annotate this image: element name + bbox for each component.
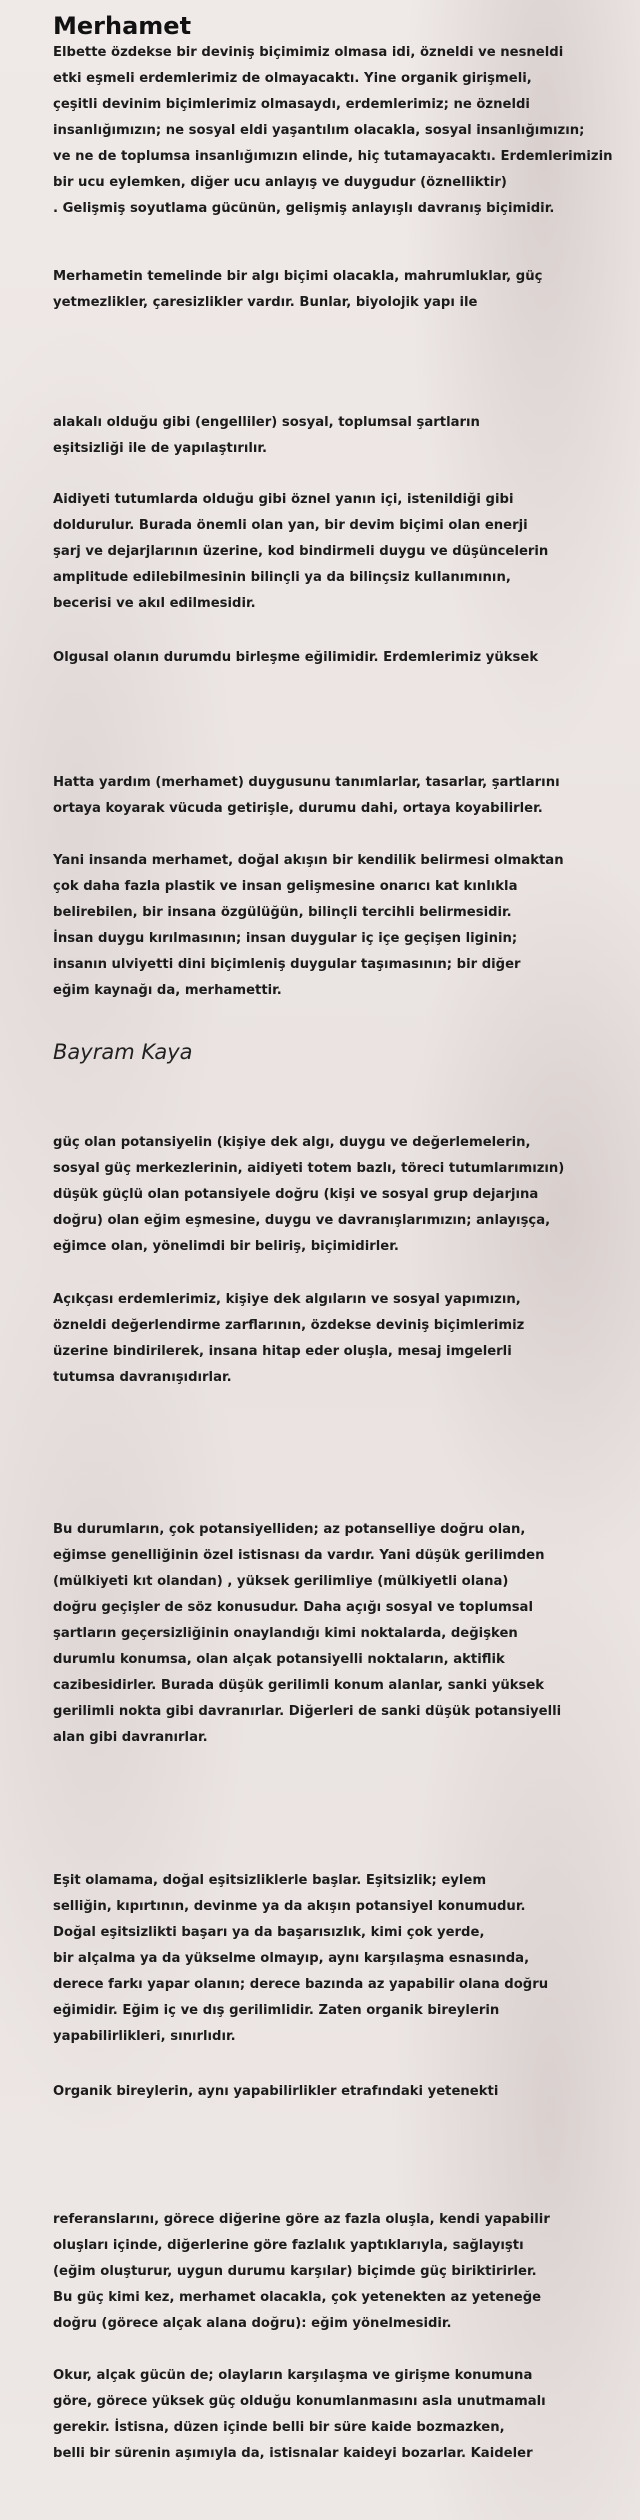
text-line: doldurulur. Burada önemli olan yan, bir devim biçimi olan enerji [53, 518, 528, 533]
text-line: doğru) olan eğim eşmesine, duygu ve davranışlarımızın; anlayışça, [53, 1213, 551, 1228]
text-line: güç olan potansiyelin (kişiye dek algı, duygu ve değerlemelerin, [53, 1135, 531, 1150]
article-title: Merhamet [53, 12, 192, 40]
text-line: oluşları içinde, diğerlerine göre fazlalık yaptıklarıyla, sağlayıştı [53, 2238, 524, 2253]
text-line: cazibesidirler. Burada düşük gerilimli konum alanlar, sanki yüksek [53, 1678, 545, 1693]
text-line: gerekir. İstisna, düzen içinde belli bir süre kaide bozmazken, [53, 2420, 505, 2435]
text-line: belirebilen, bir insana özgülüğün, bilinçli tercihli belirmesidir. [53, 905, 512, 920]
text-line: sosyal güç merkezlerinin, aidiyeti totem bazlı, töreci tutumlarımızın) [53, 1161, 565, 1176]
paragraph [53, 1868, 623, 2050]
text-line: Okur, alçak gücün de; olayların karşılaşma ve girişme konumuna [53, 2368, 533, 2383]
text-line: Açıkçası erdemlerimiz, kişiye dek algıların ve sosyal yapımızın, [53, 1292, 521, 1307]
paragraph [53, 2207, 623, 2337]
text-line: şartların geçersizliğinin onaylandığı kimi noktalarda, değişken [53, 1626, 518, 1641]
text-line: eşitsizliği ile de yapılaştırılır. [53, 441, 268, 456]
paragraph [53, 1130, 623, 1260]
text-line: özneldi değerlendirme zarflarının, özdekse deviniş biçimlerimiz [53, 1318, 525, 1333]
text-line: Bu güç kimi kez, merhamet olacakla, çok yetenekten az yeteneğe [53, 2290, 542, 2305]
text-line: (mülkiyeti kıt olandan) , yüksek gerilimliye (mülkiyetli olana) [53, 1574, 509, 1589]
text-line: Yani insanda merhamet, doğal akışın bir kendilik belirmesi olmaktan [53, 853, 564, 868]
text-line: eğimidir. Eğim iç ve dış gerilimlidir. Zaten organik bireylerin [53, 2003, 500, 2018]
text-line: amplitude edilebilmesinin bilinçli ya da bilinçsiz kullanımının, [53, 570, 511, 585]
paragraph [53, 2079, 623, 2105]
text-line: referanslarını, görece diğerine göre az fazla oluşla, kendi yapabilir [53, 2212, 550, 2227]
text-line: çok daha fazla plastik ve insan gelişmesine onarıcı kat kınlıkla [53, 879, 518, 894]
text-line: düşük güçlü olan potansiyele doğru (kişi ve sosyal grup dejarjına [53, 1187, 539, 1202]
text-line: eğim kaynağı da, merhamettir. [53, 983, 282, 998]
text-line: Eşit olamama, doğal eşitsizliklerle başlar. Eşitsizlik; eylem [53, 1873, 487, 1888]
text-line: Elbette özdekse bir deviniş biçimimiz olmasa idi, özneldi ve nesneldi [53, 45, 564, 60]
text-line: Olgusal olanın durumdu birleşme eğilimidir. Erdemlerimiz yüksek [53, 650, 539, 665]
text-line: (eğim oluşturur, uygun durumu karşılar) biçimde güç biriktirirler. [53, 2264, 537, 2279]
text-line: bir alçalma ya da yükselme olmayıp, aynı karşılaşma esnasında, [53, 1951, 530, 1966]
text-line: Organik bireylerin, aynı yapabilirlikler etrafındaki yetenekti [53, 2084, 499, 2099]
text-line: derece farkı yapar olanın; derece bazında az yapabilir olana doğru [53, 1977, 549, 1992]
paragraph [53, 2363, 623, 2467]
paragraph [53, 848, 623, 1004]
text-line: durumlu konumsa, olan alçak potansiyelli noktaların, aktiflik [53, 1652, 505, 1667]
text-line: gerilimli nokta gibi davranırlar. Diğerleri de sanki düşük potansiyelli [53, 1704, 562, 1719]
paragraph [53, 487, 623, 617]
paragraph [53, 1287, 623, 1391]
text-line: tutumsa davranışıdırlar. [53, 1370, 232, 1385]
paragraph [53, 410, 623, 462]
text-line: etki eşmeli erdemlerimiz de olmayacaktı. Yine organik girişmeli, [53, 71, 532, 86]
text-line: doğru geçişler de söz konusudur. Daha açığı sosyal ve toplumsal [53, 1600, 533, 1615]
text-line: yapabilirlikleri, sınırlıdır. [53, 2029, 236, 2044]
text-line: göre, görece yüksek güç olduğu konumlanmasını asla unutmamalı [53, 2394, 546, 2409]
text-line: insanın ulviyetti dini biçimleniş duygular taşımasının; bir diğer [53, 957, 521, 972]
text-line: Aidiyeti tutumlarda olduğu gibi öznel yanın içi, istenildiği gibi [53, 492, 514, 507]
text-line: ortaya koyarak vücuda getirişle, durumu dahi, ortaya koyabilirler. [53, 801, 543, 816]
text-line: insanlığımızın; ne sosyal eldi yaşantılım olacakla, sosyal insanlığımızın; [53, 123, 585, 138]
author-name: Bayram Kaya [53, 1040, 193, 1064]
text-line: selliğin, kıpırtının, devinme ya da akışın potansiyel konumudur. [53, 1899, 526, 1914]
text-line: çeşitli devinim biçimlerimiz olmasaydı, erdemlerimiz; ne özneldi [53, 97, 530, 112]
text-line: eğimce olan, yönelimdi bir beliriş, biçimidirler. [53, 1239, 399, 1254]
text-line: ve ne de toplumsa insanlığımızın elinde, hiç tutamayacaktı. Erdemlerimizin [53, 149, 613, 164]
text-line: Hatta yardım (merhamet) duygusunu tanımlarlar, tasarlar, şartlarını [53, 775, 560, 790]
text-line: Bu durumların, çok potansiyelliden; az potanselliye doğru olan, [53, 1522, 526, 1537]
paragraph [53, 770, 623, 822]
text-line: alan gibi davranırlar. [53, 1730, 208, 1745]
text-line: alakalı olduğu gibi (engelliler) sosyal, toplumsal şartların [53, 415, 480, 430]
text-line: becerisi ve akıl edilmesidir. [53, 596, 256, 611]
text-line: . Gelişmiş soyutlama gücünün, gelişmiş anlayışlı davranış biçimidir. [53, 201, 555, 216]
paragraph [53, 1517, 623, 1751]
text-line: Doğal eşitsizlikti başarı ya da başarısızlık, kimi çok yerde, [53, 1925, 485, 1940]
text-line: yetmezlikler, çaresizlikler vardır. Bunlar, biyolojik yapı ile [53, 295, 478, 310]
paragraph [53, 40, 623, 222]
text-line: eğimse genelliğinin özel istisnası da vardır. Yani düşük gerilimden [53, 1548, 545, 1563]
text-line: bir ucu eylemken, diğer ucu anlayış ve duygudur (öznelliktir) [53, 175, 507, 190]
text-line: İnsan duygu kırılmasının; insan duygular iç içe geçişen liginin; [53, 931, 518, 946]
paragraph [53, 264, 623, 316]
text-line: doğru (görece alçak alana doğru): eğim yönelmesidir. [53, 2316, 452, 2331]
paragraph [53, 645, 623, 671]
text-line: şarj ve dejarjlarının üzerine, kod bindirmeli duygu ve düşüncelerin [53, 544, 549, 559]
text-line: belli bir sürenin aşımıyla da, istisnalar kaideyi bozarlar. Kaideler [53, 2446, 533, 2461]
text-line: üzerine bindirilerek, insana hitap eder oluşla, mesaj imgelerli [53, 1344, 512, 1359]
text-line: Merhametin temelinde bir algı biçimi olacakla, mahrumluklar, güç [53, 269, 543, 284]
